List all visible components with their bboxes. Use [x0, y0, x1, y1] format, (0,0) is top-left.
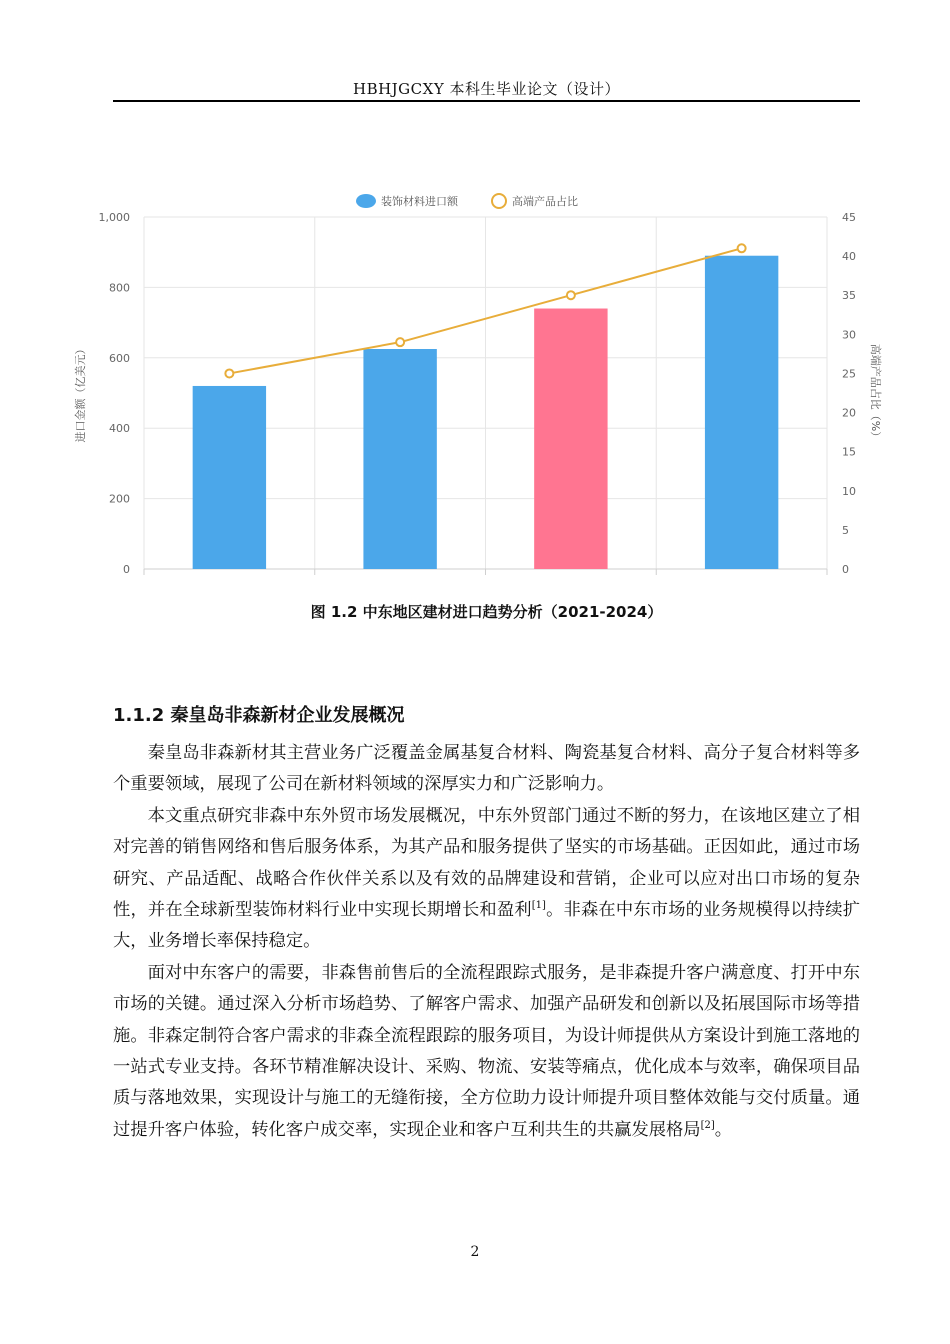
bar [193, 386, 266, 569]
bar [534, 309, 607, 569]
bar [363, 349, 436, 569]
paragraph: 秦皇岛非森新材其主营业务广泛覆盖金属基复合材料、陶瓷基复合材料、高分子复合材料等多个重要领域，展现了公司在新材料领域的深厚实力和广泛影响力。 [113, 743, 860, 795]
citation-ref: [1] [531, 900, 546, 912]
y-tick-label: 200 [109, 492, 130, 506]
line-point [567, 291, 575, 299]
legend-swatch [356, 194, 376, 208]
y-tick-label: 600 [109, 351, 130, 365]
y-axis-title: 进口金额（亿美元） [74, 343, 87, 443]
legend-label: 高端产品占比 [512, 195, 578, 208]
section-heading: 1.1.2 秦皇岛非森新材企业发展概况 [113, 705, 405, 726]
body-text [113, 738, 860, 1146]
page-number: 2 [470, 1244, 480, 1260]
figure-caption: 图 1.2 中东地区建材进口趋势分析（2021-2024） [310, 603, 663, 621]
bar [705, 256, 778, 569]
y2-tick-label: 30 [842, 328, 856, 342]
y2-tick-label: 40 [842, 250, 856, 264]
legend-swatch [492, 194, 506, 208]
page-header: HBHJGCXY 本科生毕业论文（设计） [352, 80, 620, 98]
y2-axis-title: 高端产品占比（%） [869, 343, 882, 443]
y2-tick-label: 0 [842, 563, 849, 576]
y2-tick-label: 35 [842, 289, 856, 303]
y-tick-label: 1,000 [98, 211, 130, 224]
y-tick-label: 400 [109, 422, 130, 436]
line-point [225, 369, 233, 377]
legend-label: 装饰材料进口额 [381, 195, 458, 208]
y-tick-label: 800 [109, 281, 130, 295]
paragraph: 本文重点研究非森中东外贸市场发展概况，中东外贸部门通过不断的努力，在该地区建立了相对完善的销售网络和售后服务体系，为其产品和服务提供了坚实的市场基础。正因如此，通过市场研究、产品适配、战略合作伙伴关系以及有效的品牌建设和营销，企业可以应对出口市场的复杂性，并在全球新型装饰材料行业中实现长期增长和盈利[1]。非森在中东市场的业务规模得以持续扩大，业务增长率保持稳定。 [113, 805, 860, 952]
citation-ref: [2] [700, 1120, 715, 1132]
y2-tick-label: 15 [842, 445, 856, 459]
y2-tick-label: 45 [842, 211, 856, 224]
y2-tick-label: 10 [842, 484, 856, 498]
paragraph: 面对中东客户的需要，非森售前售后的全流程跟踪式服务，是非森提升客户满意度、打开中东市场的关键。通过深入分析市场趋势、了解客户需求、加强产品研发和创新以及拓展国际市场等措施。非森定制符合客户需求的非森全流程跟踪的服务项目，为设计师提供从方案设计到施工落地的一站式专业支持。各环节精准解决设计、采购、物流、安装等痛点，优化成本与效率，确保项目品质与落地效果，实现设计与施工的无缝衔接，全方位助力设计师提升项目整体效能与交付质量。通过提升客户体验，转化客户成交率，实现企业和客户互利共生的共赢发展格局[2]。 [113, 962, 860, 1140]
y2-tick-label: 25 [842, 367, 856, 381]
y-tick-label: 0 [123, 563, 130, 576]
y2-tick-label: 20 [842, 406, 856, 420]
line-point [396, 338, 404, 346]
import-trend-chart [60, 185, 890, 590]
line-point [738, 244, 746, 252]
header-rule [113, 100, 860, 102]
y2-tick-label: 5 [842, 523, 849, 537]
